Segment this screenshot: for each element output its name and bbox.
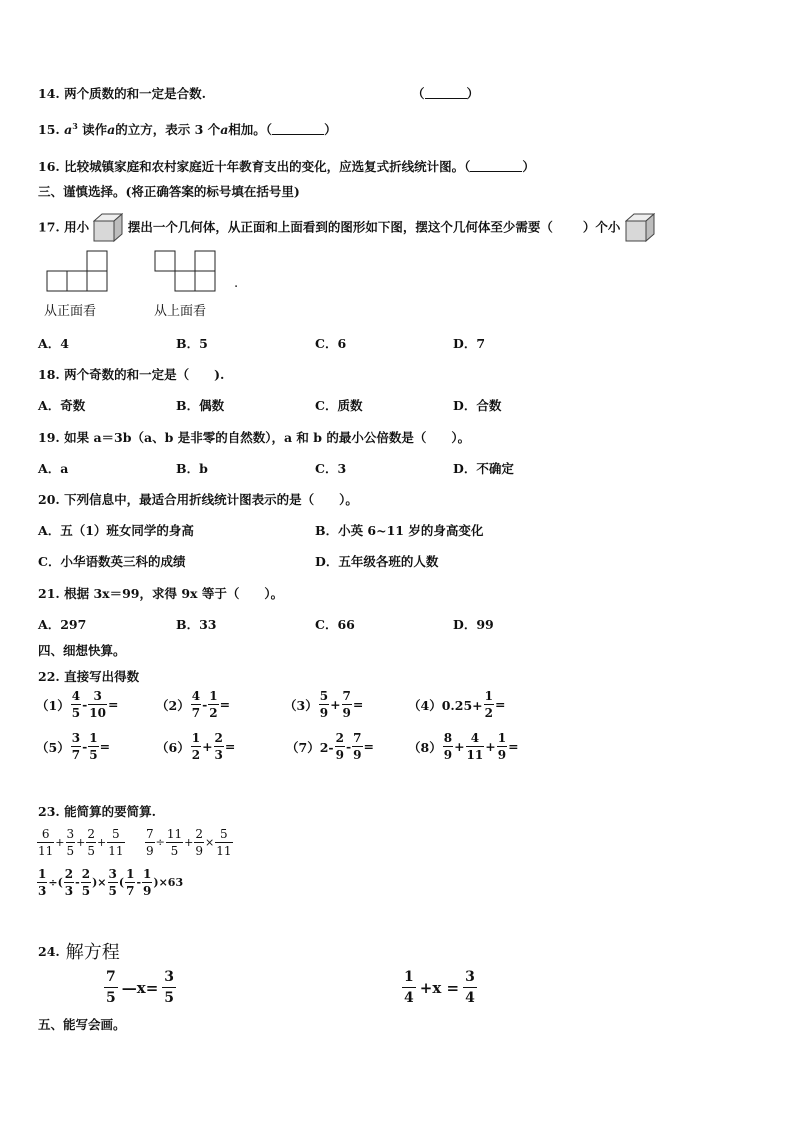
numerator: 6 [37, 828, 54, 843]
item-label: （3） [284, 697, 318, 713]
operator: = [508, 739, 519, 754]
fraction [319, 690, 329, 719]
question-text: 根据 3x＝99，求得 9x 等于（ ）。 [64, 586, 284, 601]
numerator: 3 [88, 690, 107, 705]
numerator: 1 [209, 689, 218, 703]
operator: = [494, 697, 506, 712]
figure-dot: . [234, 276, 239, 291]
numerator: 2 [214, 731, 223, 745]
fraction [81, 868, 91, 897]
text-part: 读作 [82, 122, 108, 137]
numerator: 1 [143, 867, 152, 881]
item-label: （2） [156, 697, 190, 713]
operator: - [82, 697, 88, 712]
option-c[interactable]: C．质数 [315, 398, 363, 413]
question-number: 14. [38, 86, 60, 101]
question-number: 15. [38, 122, 60, 137]
fraction [342, 690, 352, 719]
option-a[interactable]: A．297 [38, 617, 87, 632]
operator: ÷ [155, 836, 165, 849]
numerator: 2 [81, 867, 91, 881]
denominator: 7 [126, 884, 135, 898]
numerator: 11 [166, 827, 183, 841]
numerator: 3 [463, 970, 477, 988]
numerator: 4 [466, 732, 485, 747]
operator: )×63 [153, 876, 184, 889]
denominator: 5 [170, 844, 179, 858]
question-text: 能简算的要简算. [64, 804, 156, 819]
operator: + [97, 836, 107, 849]
numerator: 1 [402, 970, 416, 988]
question-text: 下列信息中，最适合用折线统计图表示的是（ ）。 [64, 492, 358, 507]
option-d[interactable]: D．99 [453, 617, 494, 632]
operator: )× [92, 876, 107, 889]
answer-blank-14[interactable] [412, 84, 479, 102]
denominator: 11 [466, 748, 484, 762]
option-d[interactable]: D．不确定 [453, 461, 514, 476]
option-d[interactable]: D．合数 [453, 398, 502, 413]
numerator: 3 [162, 970, 176, 988]
operator: ( [118, 876, 125, 889]
operator: + [184, 836, 194, 849]
operator: - [345, 739, 352, 754]
denominator: 2 [209, 706, 218, 720]
numerator: 5 [107, 828, 124, 843]
fraction [71, 690, 81, 719]
denominator: 5 [89, 748, 98, 762]
denominator: 5 [106, 990, 116, 1006]
text-part: 的立方，表示 3 个 [115, 122, 221, 137]
top-view-figure [154, 250, 218, 292]
numerator: 1 [497, 731, 507, 745]
option-a[interactable]: A．a [38, 461, 69, 476]
denominator: 9 [353, 748, 362, 762]
numerator: 3 [66, 827, 75, 841]
fraction [145, 828, 155, 857]
fraction [215, 828, 232, 857]
fraction [88, 732, 98, 761]
operator: +x = [419, 978, 460, 997]
exponent: 3 [72, 120, 78, 131]
operator: = [99, 739, 111, 754]
calc-item-7[interactable] [286, 732, 374, 761]
denominator: 9 [319, 706, 329, 720]
denominator: 9 [146, 844, 154, 858]
calc-item-1[interactable] [36, 690, 118, 719]
denominator: 5 [108, 884, 117, 898]
question-23 [38, 802, 156, 820]
option-c[interactable]: C．6 [315, 336, 347, 351]
fraction [37, 828, 54, 857]
question-24 [38, 938, 120, 964]
fraction [191, 690, 201, 719]
cube-icon [625, 213, 655, 243]
text-part: 摆出一个几何体，从正面和上面看到的图形如下图，摆这个几何体至少需要（ [127, 219, 553, 235]
operator: × [205, 836, 215, 849]
answer-blank-16[interactable] [470, 159, 522, 172]
simplify-expr-2[interactable] [144, 828, 234, 857]
option-b[interactable]: B．33 [176, 617, 217, 632]
option-d[interactable]: D．7 [453, 336, 486, 351]
paren-close: ） [522, 159, 535, 174]
fraction [194, 828, 204, 857]
operator: + [55, 836, 65, 849]
option-c[interactable]: C．小华语数英三科的成绩 [38, 554, 186, 569]
question-number: 24. [38, 943, 60, 959]
calc-item-3[interactable] [284, 690, 363, 719]
numerator: 4 [71, 689, 81, 703]
numerator: 7 [342, 689, 351, 703]
operator: - [82, 739, 88, 754]
operator: + [76, 836, 86, 849]
denominator: 5 [66, 844, 75, 858]
option-b[interactable]: B．偶数 [176, 398, 225, 413]
option-b[interactable]: B．小英 6~11 岁的身高变化 [315, 523, 484, 538]
fraction [108, 868, 118, 897]
operator: + [485, 739, 496, 754]
fraction [142, 868, 152, 897]
fraction [214, 732, 224, 761]
fraction [64, 868, 74, 897]
denominator: 9 [497, 748, 507, 762]
question-number: 19. [38, 430, 60, 445]
question-text: 比较城镇家庭和农村家庭近十年教育支出的变化，应选复式折线统计图。（ [64, 159, 471, 174]
fraction [208, 690, 218, 719]
denominator: 9 [342, 706, 351, 720]
simplify-expr-3[interactable] [36, 868, 183, 897]
denominator: 11 [216, 844, 232, 858]
calc-item-8[interactable] [408, 732, 519, 761]
fraction [166, 828, 183, 857]
operator: + [454, 739, 465, 754]
numerator: 1 [191, 731, 201, 745]
question-18 [38, 365, 224, 383]
question-19 [38, 428, 470, 446]
denominator: 4 [404, 990, 414, 1006]
operator: = [224, 739, 236, 754]
numerator: 1 [89, 731, 98, 745]
numerator: 1 [126, 867, 135, 881]
numerator: 3 [108, 867, 117, 881]
fraction [466, 732, 485, 761]
denominator: 9 [143, 884, 152, 898]
operator: = [107, 697, 119, 712]
section-heading-4: 四、细想快算。 [38, 643, 126, 658]
item-label: （1） [36, 697, 70, 713]
denominator: 11 [108, 844, 124, 858]
question-16 [38, 157, 535, 175]
operator: + [330, 697, 341, 712]
denominator: 5 [87, 844, 95, 858]
denominator: 7 [191, 706, 201, 720]
numerator: 5 [215, 828, 232, 843]
operator: - [136, 876, 142, 889]
operator: + [202, 739, 213, 754]
numerator: 2 [64, 867, 74, 881]
question-number: 16. [38, 159, 60, 174]
numerator: 1 [484, 689, 493, 703]
fraction [191, 732, 201, 761]
calc-item-4[interactable] [408, 690, 505, 719]
option-a[interactable]: A．奇数 [38, 398, 86, 413]
denominator: 11 [38, 844, 54, 858]
fraction [88, 690, 107, 719]
denominator: 10 [89, 706, 106, 720]
fraction [443, 732, 453, 761]
paren-close: ） [466, 86, 480, 101]
operator: = [352, 697, 364, 712]
calc-item-2[interactable] [156, 690, 230, 719]
numerator: 7 [104, 970, 118, 988]
var-a: a [107, 122, 116, 137]
text-part: ）个小 [582, 219, 621, 235]
fraction [497, 732, 507, 761]
numerator: 1 [38, 867, 47, 881]
numerator: 4 [191, 689, 201, 703]
item-label: （6） [156, 739, 190, 755]
fraction [352, 732, 362, 761]
operator: ÷( [48, 876, 63, 889]
operator: - [202, 697, 208, 712]
fraction [125, 868, 135, 897]
fraction [402, 970, 416, 1005]
fraction [162, 970, 176, 1005]
answer-blank-15[interactable] [272, 122, 324, 135]
option-c[interactable]: C．66 [315, 617, 355, 632]
question-number: 22. [38, 669, 60, 684]
numerator: 5 [319, 689, 329, 703]
fraction [484, 690, 494, 719]
section-heading-3: 三、谨慎选择。(将正确答案的标号填在括号里) [38, 184, 300, 199]
numerator: 7 [146, 827, 154, 841]
top-view-label: 从上面看 [154, 304, 207, 319]
equation-1[interactable] [102, 970, 178, 1005]
fraction [37, 868, 47, 897]
numerator: 8 [443, 731, 453, 745]
operator: - [75, 876, 80, 889]
denominator: 2 [484, 706, 493, 720]
question-number: 18. [38, 367, 60, 382]
blank-line[interactable] [425, 86, 467, 99]
item-label: （8） [408, 739, 442, 755]
question-text: 直接写出得数 [64, 669, 140, 684]
denominator: 4 [465, 990, 475, 1006]
question-number: 20. [38, 492, 60, 507]
question-number: 23. [38, 804, 60, 819]
simplify-expr-1[interactable] [36, 828, 126, 857]
denominator: 7 [71, 748, 81, 762]
fraction [107, 828, 124, 857]
numerator: 2 [195, 827, 203, 841]
numerator: 3 [71, 731, 81, 745]
denominator: 3 [38, 884, 47, 898]
denominator: 2 [191, 748, 201, 762]
item-label: （7）2- [286, 739, 334, 755]
denominator: 9 [443, 748, 453, 762]
section-heading-5: 五、能写会画。 [38, 1017, 126, 1032]
question-text: 如果 a＝3b（a、b 是非零的自然数），a 和 b 的最小公倍数是（ ）。 [64, 430, 471, 445]
question-text: 两个质数的和一定是合数. [64, 86, 206, 101]
question-14 [38, 84, 206, 102]
denominator: 3 [214, 748, 223, 762]
operator: = [363, 739, 374, 754]
option-d[interactable]: D．五年级各班的人数 [315, 554, 439, 569]
denominator: 3 [64, 884, 74, 898]
front-view-label: 从正面看 [44, 304, 97, 319]
var-a: a [220, 122, 229, 137]
option-b[interactable]: B．5 [176, 336, 208, 351]
text-part: 用小 [64, 219, 90, 235]
operator: —x= [121, 978, 159, 997]
operator: = [219, 697, 231, 712]
denominator: 5 [71, 706, 81, 720]
denominator: 5 [81, 884, 91, 898]
question-text: 两个奇数的和一定是（ ). [64, 367, 225, 382]
question-20 [38, 490, 358, 508]
calc-item-5[interactable] [36, 732, 110, 761]
fraction [463, 970, 477, 1005]
front-view-figure [46, 250, 110, 292]
fraction [86, 828, 96, 857]
option-a[interactable]: A．4 [38, 336, 69, 351]
question-number: 21. [38, 586, 60, 601]
paren-open: （ [412, 86, 425, 101]
fraction [71, 732, 81, 761]
paren-close: ） [324, 122, 337, 137]
fraction [335, 732, 345, 761]
question-17 [38, 213, 655, 243]
question-15 [38, 120, 337, 138]
option-b[interactable]: B．b [176, 461, 208, 476]
item-label: （5） [36, 739, 70, 755]
option-a[interactable]: A．五（1）班女同学的身高 [38, 523, 194, 538]
fraction [66, 828, 76, 857]
question-21 [38, 584, 283, 602]
cube-icon [93, 213, 123, 243]
question-title: 解方程 [65, 942, 120, 963]
denominator: 9 [195, 844, 203, 858]
item-label: （4）0.25+ [408, 697, 483, 713]
fraction [104, 970, 118, 1005]
numerator: 7 [353, 731, 362, 745]
numerator: 2 [87, 827, 95, 841]
question-22 [38, 667, 139, 685]
equation-2[interactable] [400, 970, 479, 1005]
question-number: 17. [38, 219, 60, 235]
text-part: 相加。（ [228, 122, 273, 137]
numerator: 2 [335, 731, 344, 745]
calc-item-6[interactable] [156, 732, 235, 761]
var-a: a [64, 122, 73, 137]
option-c[interactable]: C．3 [315, 461, 347, 476]
denominator: 9 [335, 748, 344, 762]
denominator: 5 [164, 990, 175, 1006]
